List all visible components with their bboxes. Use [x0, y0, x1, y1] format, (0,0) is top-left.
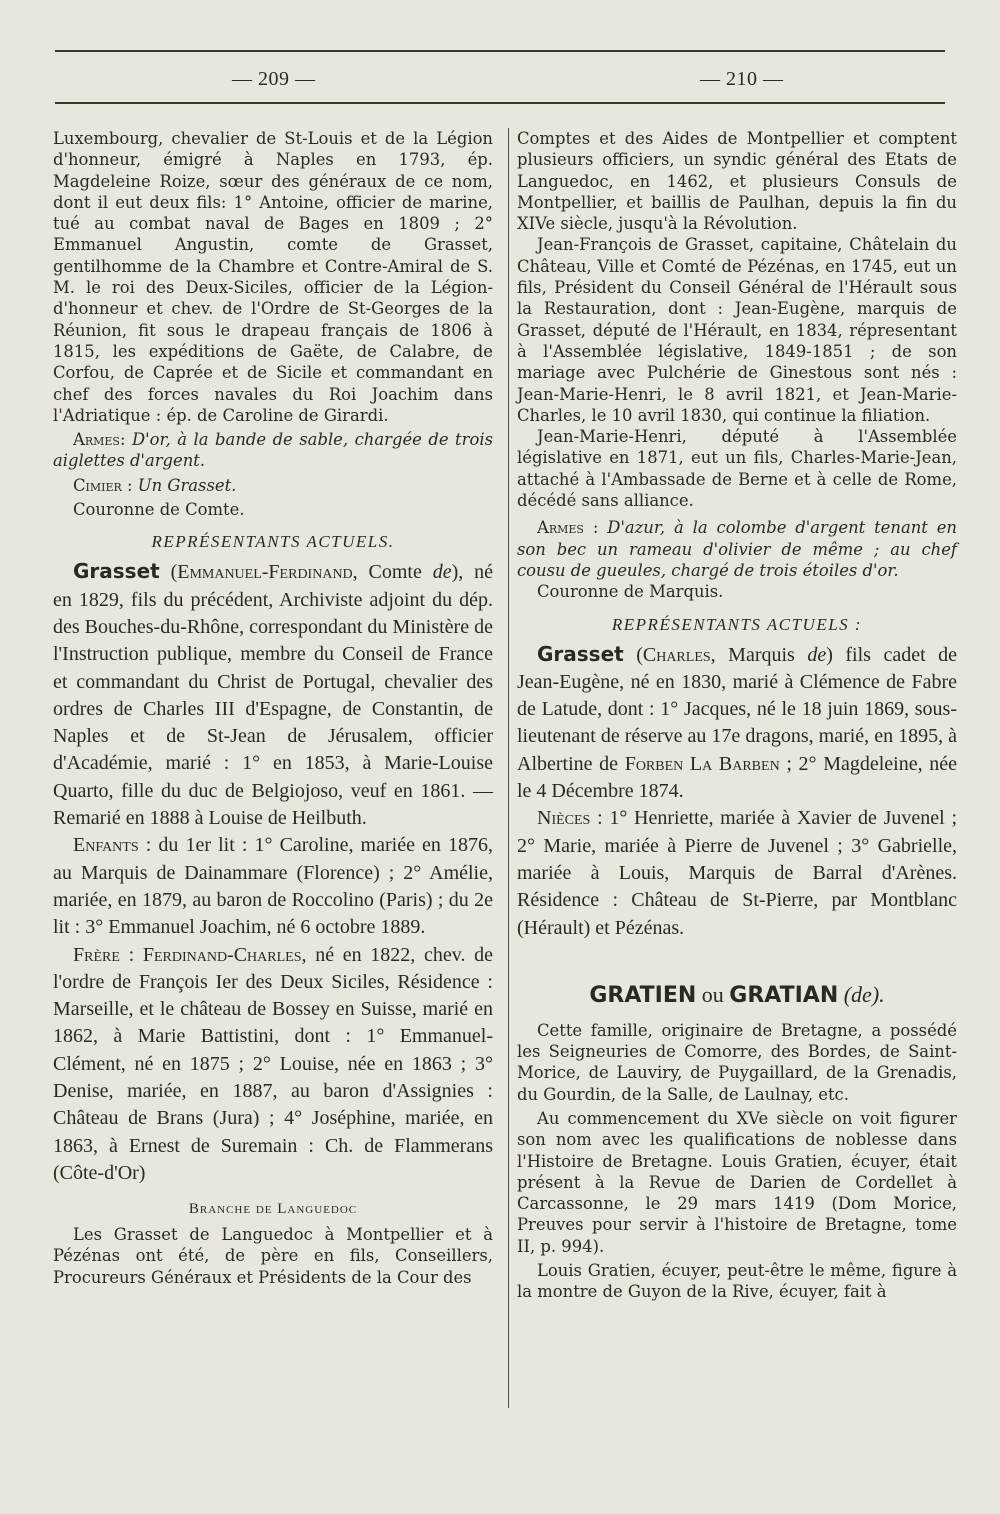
left-couronne: Couronne de Comte. [73, 500, 245, 520]
right-couronne: Couronne de Marquis. [537, 582, 724, 602]
nieces-label: Nièces [537, 807, 591, 830]
armes-text: D'or, à la bande de sable, chargée de trois aiglettes d'argent. [53, 430, 493, 471]
gratien-family-title: GRATIEN ou GRATIAN (de). [589, 981, 885, 1008]
armes-text: D'azur, à la colombe d'argent tenant en son bec un rameau d'olivier de même ; au chef cousu de gueules, chargé de trois étoiles d'or. [517, 518, 957, 580]
right-representant-entry: Grasset (Charles, Marquis de) fils cadet de Jean-Eugène, né en 1830, marié à Clémence de Fabre de Latude, dont : 1° Jacques, né le 18 juin 1869, sous-lieutenant de réserve au 17e dragons, marié, en 1895, à Albertine de Forben La Barben ; 2° Magdeleine, née le 4 Décembre 1874. [517, 641, 958, 803]
armes-label: Armes [537, 518, 584, 538]
top-rule [55, 50, 945, 52]
right-paragraph-jean-marie-henri: Jean-Marie-Henri, député à l'Assemblée législative en 1871, eut un fils, Charles-Marie-Jean, attaché à l'Ambassade de Berne et à celle de Rome, décédé sans alliance. [517, 427, 957, 511]
left-column [53, 128, 493, 1288]
gratien-paragraph-1: Cette famille, originaire de Bretagne, a possédé les Seigneuries de Comorre, des Bordes, de Saint-Morice, de Lauviry, de Puygaillard, de la Grenadis, du Gourdin, de la Salle, de Laulnay, etc. [517, 1020, 957, 1104]
right-page-number: — 210 — [700, 68, 784, 90]
column-divider [508, 128, 509, 1408]
right-paragraph-comptes: Comptes et des Aides de Montpellier et comptent plusieurs officiers, un syndic général des Etats de Languedoc, en 1462, et plusieurs Consuls de Montpellier, et baillis de Paulhan, depuis la fin du XIVe siècle, jusqu'à la Révolution. [517, 129, 957, 234]
left-page-number: — 209 — [232, 68, 316, 90]
left-representants-heading: REPRÉSENTANTS ACTUELS. [151, 532, 395, 552]
left-frere: Frère : Ferdinand-Charles, né en 1822, chev. de l'ordre de François Ier des Deux Siciles, Résidence : Marseille, et le château de Bossey en Suisse, marié en 1862, à Marie Battistini, dont : 1° Emmanuel-Clément, né en 1875 ; 2° Louise, née en 1863 ; 3° Denise, mariée, en 1887, au baron d'Assignies : Château de Brans (Jura) ; 4° Joséphine, mariée, en 1863, à Ernest de Suremain : Ch. de Flammerans (Côte-d'Or) [53, 943, 493, 1184]
left-paragraph-luxembourg: Luxembourg, chevalier de St-Louis et de la Légion d'honneur, émigré à Naples en 1793, ép. Magdeleine Roize, sœur des généraux de ce nom, dont il eut deux fils: 1° Antoine, officier de marine, tué au combat naval de Bages en 1809 ; 2° Emmanuel Angustin, comte de Grasset, gentilhomme de la Chambre et Contre-Amiral de S. M. le roi des Deux-Siciles, officier de la Légion-d'honneur et chev. de l'Ordre de St-Georges de la Réunion, fit sous le drapeau français de 1806 à 1815, les expéditions de Gaëte, de Calabre, de Corfou, de Caprée et de Sicile et commandant en chef des forces navales du Roi Joachim dans l'Adriatique : ép. de Caroline de Girardi. [53, 129, 493, 425]
right-representants-heading: REPRÉSENTANTS ACTUELS : [611, 614, 863, 634]
rep-name: Grasset [73, 559, 160, 584]
cimier-label: Cimier [73, 475, 122, 495]
left-representant-entry: Grasset (Emmanuel-Ferdinand, Comte de), né en 1829, fils du précédent, Archiviste adjoint du dép. des Bouches-du-Rhône, correspondant du Ministère de l'Instruction publique, membre du Conseil de France et commandant du Christ de Portugal, chevalier des ordres de Charles III d'Espagne, de Constantin, de Naples et de St-Jean de Jérusalem, officier d'Académie, marié : 1° en 1853, à Marie-Louise Quarto, fille du duc de Belgiojoso, veuf en 1861. — Remarié en 1888 à Louise de Heilbuth. [53, 559, 493, 830]
gratien-paragraph-3: Louis Gratien, écuyer, peut-être le même, figure à la montre de Guyon de la Rive, écuyer, fait à [517, 1261, 957, 1302]
left-armes: Armes: D'or, à la bande de sable, chargée de trois aiglettes d'argent. [53, 430, 493, 471]
left-enfants: Enfants : du 1er lit : 1° Caroline, mariée en 1876, au Marquis de Dainammare (Florence) ; 2° Amélie, mariée, en 1879, au baron de Roccolino (Paris) ; du 2e lit : 3° Emmanuel Joachim, né 6 octobre 1889. [53, 834, 493, 939]
left-cimier: Cimier : Un Grasset. [73, 475, 237, 495]
right-column [517, 128, 957, 1303]
gratien-paragraph-2: Au commencement du XVe siècle on voit figurer son nom avec les qualifications de noblesse dans l'Histoire de Bretagne. Louis Gratien, écuyer, était présent à la Revue de Darien de Cordellet à Carcassonne, le 29 mars 1419 (Dom Morice, Preuves pour servir à l'histoire de Bretagne, tome II, p. 994). [517, 1108, 957, 1256]
enfants-label: Enfants [73, 834, 139, 857]
header-rule [55, 102, 945, 104]
left-languedoc-paragraph: Les Grasset de Languedoc à Montpellier et à Pézénas ont été, de père en fils, Conseillers, Procureurs Généraux et Présidents de la Cour des [53, 1225, 493, 1287]
cimier-text: Un Grasset. [137, 475, 237, 495]
frere-label: Frère [73, 943, 120, 966]
right-paragraph-jean-francois: Jean-François de Grasset, capitaine, Châtelain du Château, Ville et Comté de Pézénas, en 1745, eut un fils, Président du Conseil Général de l'Hérault sous la Restauration, dont : Jean-Eugène, marquis de Grasset, député de l'Hérault, en 1834, répresentant à l'Assemblée législative, 1849-1851 ; de son mariage avec Pulchérie de Ginestous sont nés : Jean-Marie-Henri, le 8 avril 1821, et Jean-Marie-Charles, le 10 avril 1830, qui continue la filiation. [517, 235, 957, 425]
right-armes: Armes : D'azur, à la colombe d'argent tenant en son bec un rameau d'olivier de même ; au chef cousu de gueules, chargé de trois étoiles d'or. [517, 518, 957, 580]
armes-label: Armes [73, 430, 120, 450]
branch-heading: Branche de Languedoc [188, 1201, 358, 1218]
right-nieces: Nièces : 1° Henriette, mariée à Xavier de Juvenel ; 2° Marie, mariée à Pierre de Juvenel ; 3° Gabrielle, mariée à Louis, Marquis de Barral d'Arènes. Résidence : Château de St-Pierre, par Montblanc (Hérault) et Pézénas. [517, 807, 957, 939]
rep-name: Grasset [537, 641, 624, 666]
